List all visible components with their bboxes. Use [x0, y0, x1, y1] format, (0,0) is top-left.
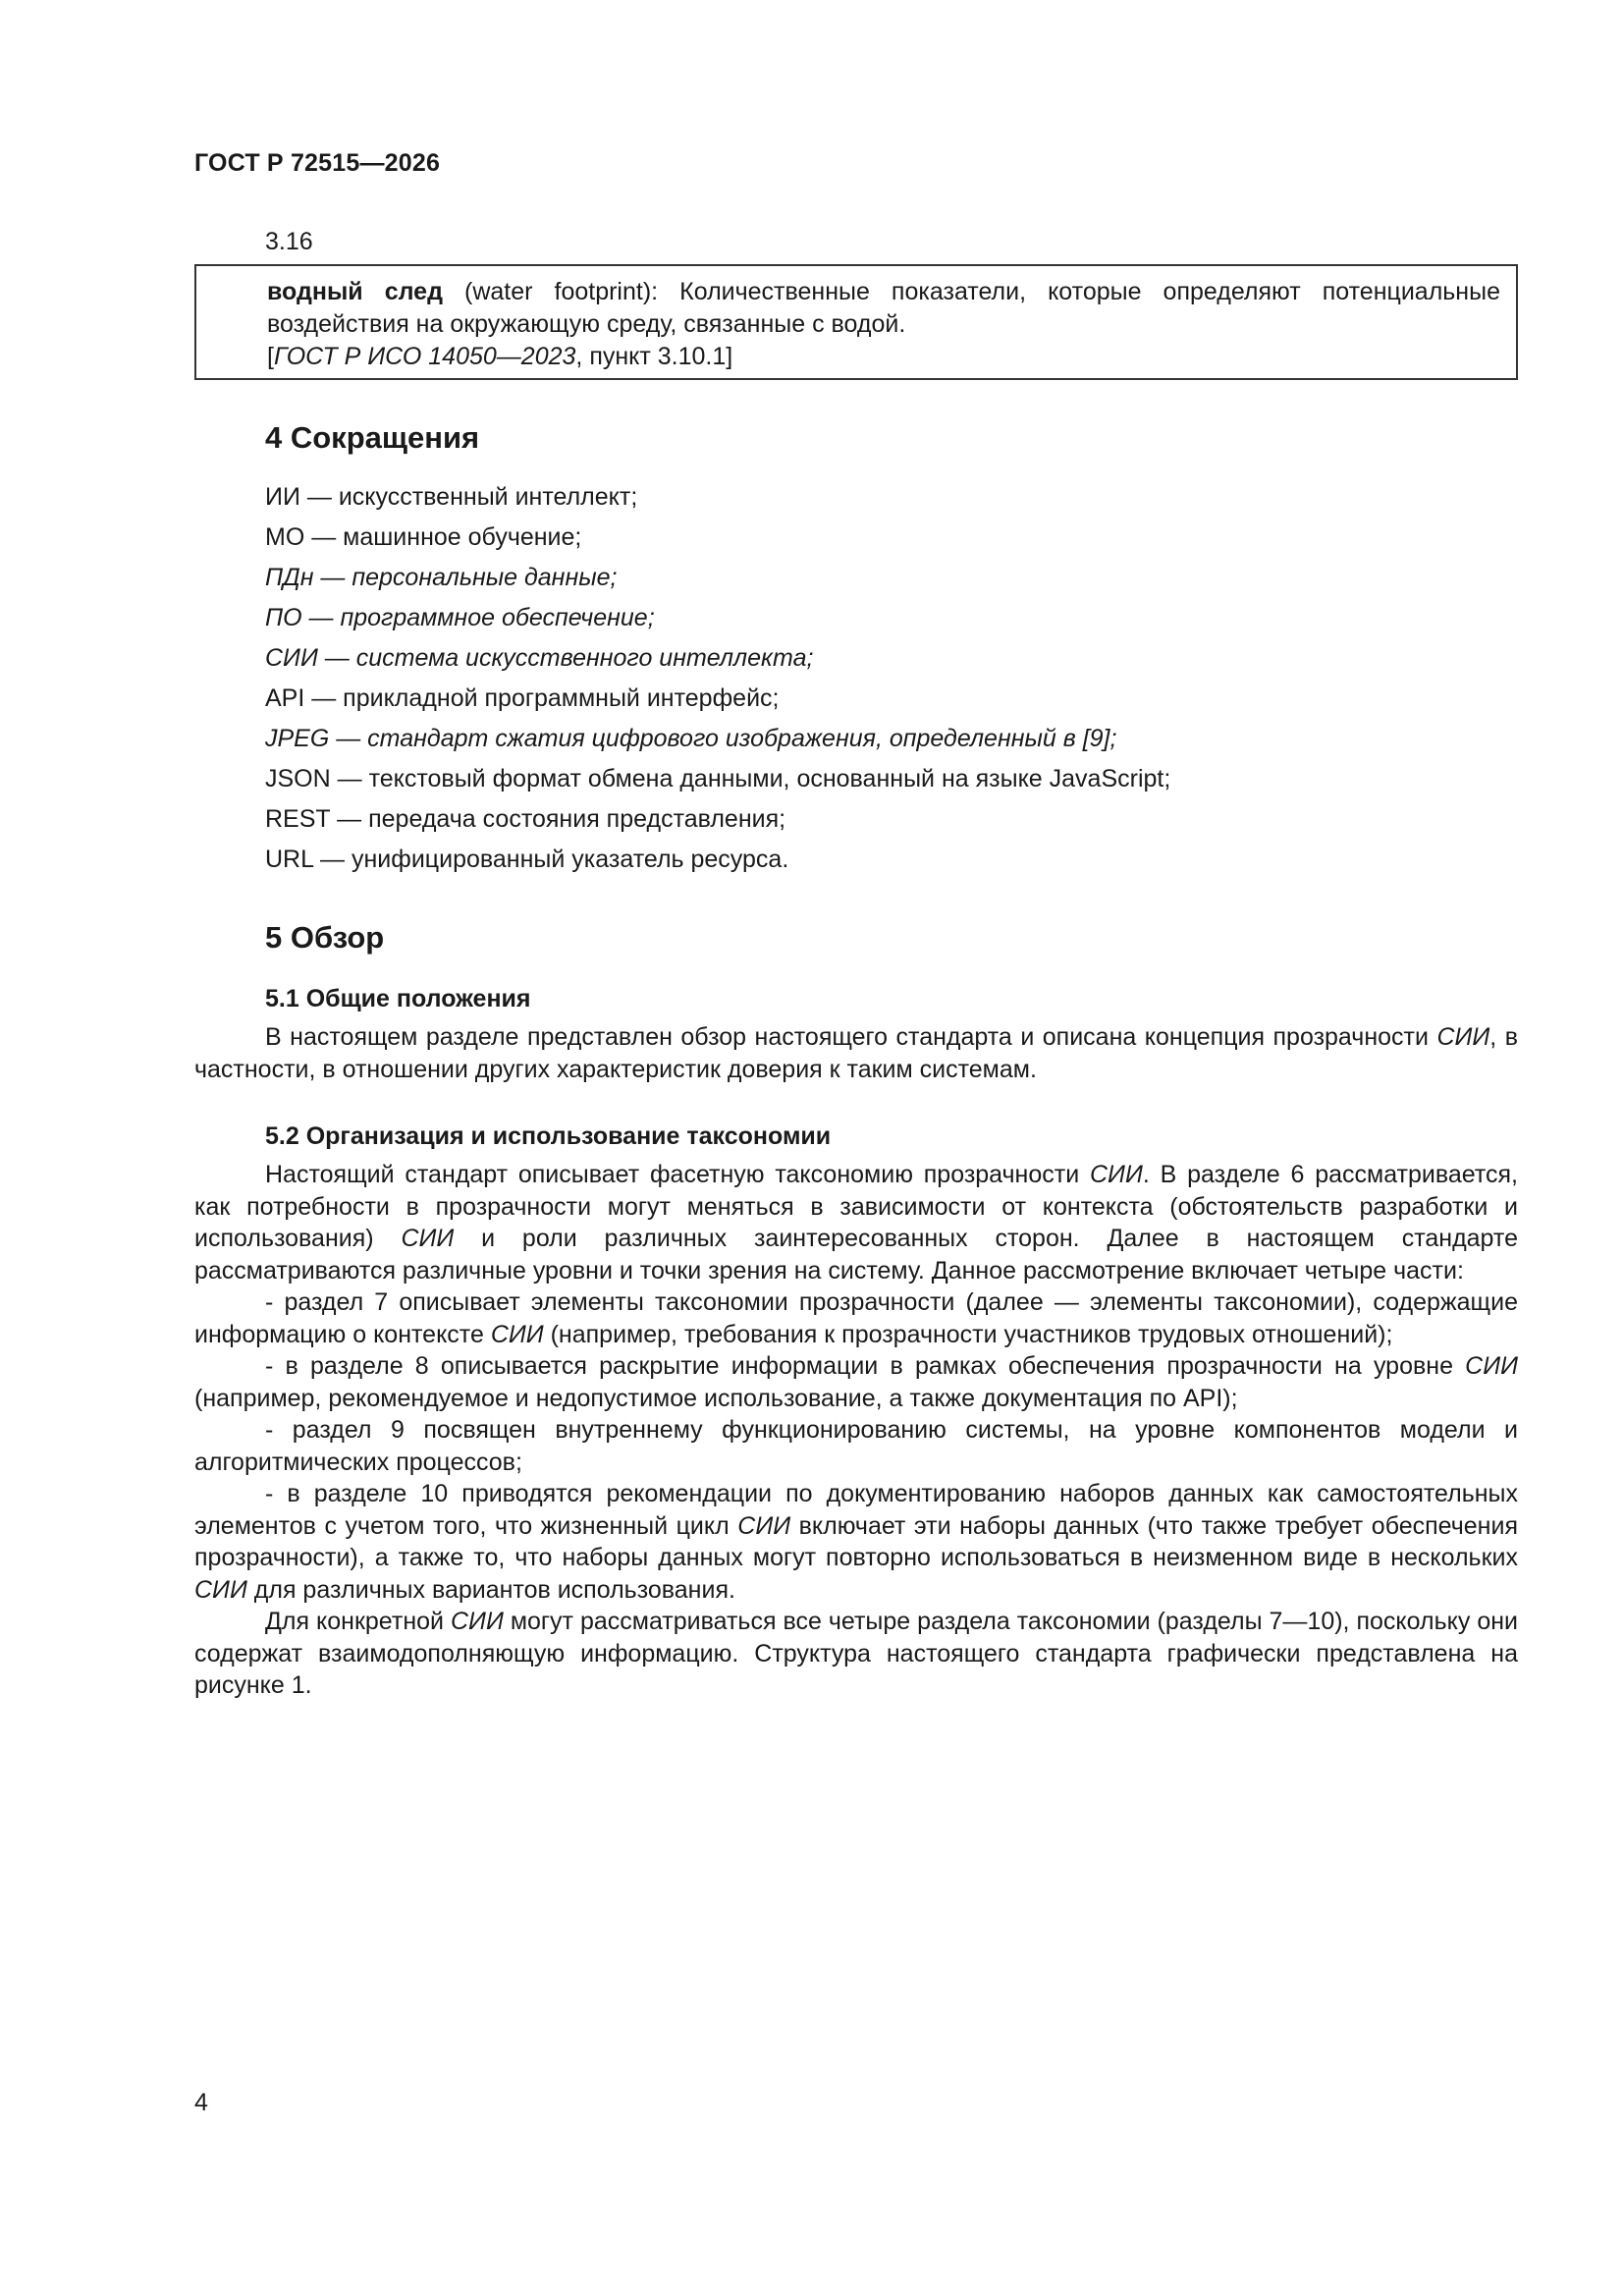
document-header: ГОСТ Р 72515—2026	[194, 149, 441, 177]
term-definition-text: (water footprint): Количественные показатели, которые определяют потенциальные воздействия на окружающую среду, связанные с водой.	[267, 278, 1500, 338]
abbreviation-item: API — прикладной программный интерфейс;	[265, 684, 780, 712]
section-5-2-title: 5.2 Организация и использование таксономии	[265, 1122, 832, 1150]
abbreviation-item: ИИ — искусственный интеллект;	[265, 483, 638, 511]
term-reference-source: ГОСТ Р ИСО 14050—2023	[273, 343, 576, 370]
paragraph: В настоящем разделе представлен обзор настоящего стандарта и описана концепция прозрачности СИИ, в частности, в отношении других характеристик доверия к таким системам.	[194, 1023, 1518, 1083]
term-name: водный след	[267, 278, 443, 305]
section-5-2-body	[194, 1159, 1518, 1702]
term-definition	[267, 276, 1500, 341]
page-number: 4	[194, 2089, 208, 2116]
list-item: - в разделе 8 описывается раскрытие информации в рамках обеспечения прозрачности на уровне СИИ (например, рекомендуемое и недопустимое использование, а также документация по API);	[194, 1352, 1518, 1412]
abbreviation-item: JPEG — стандарт сжатия цифрового изображения, определенный в [9];	[265, 725, 1117, 752]
abbreviation-item: URL — унифицированный указатель ресурса.	[265, 846, 789, 873]
section-4-title: 4 Сокращения	[265, 420, 480, 455]
list-item: - раздел 9 посвящен внутреннему функционированию системы, на уровне компонентов модели и алгоритмических процессов;	[194, 1416, 1518, 1476]
abbreviation-item: ПДн — персональные данные;	[265, 564, 618, 591]
term-definition-box	[194, 264, 1518, 380]
list-item: - раздел 7 описывает элементы таксономии прозрачности (далее — элементы таксономии), содержащие информацию о контексте СИИ (например, требования к прозрачности участников трудовых отношений);	[194, 1288, 1518, 1348]
abbreviation-item: REST — передача состояния представления;	[265, 805, 786, 833]
abbreviation-item: МО — машинное обучение;	[265, 523, 582, 551]
section-5-title: 5 Обзор	[265, 920, 385, 955]
term-reference: [ГОСТ Р ИСО 14050—2023, пункт 3.10.1]	[267, 343, 733, 370]
paragraph: Для конкретной СИИ могут рассматриваться все четыре раздела таксономии (разделы 7—10), поскольку они содержат взаимодополняющую информацию. Структура настоящего стандарта графически представлена на рисунке 1.	[194, 1608, 1518, 1699]
section-5-1-body	[194, 1021, 1518, 1085]
list-item: - в разделе 10 приводятся рекомендации по документированию наборов данных как самостоятельных элементов с учетом того, что жизненный цикл СИИ включает эти наборы данных (что также требует обеспечения прозрачности), а также то, что наборы данных могут повторно использоваться в неизменном виде в нескольких СИИ для различных вариантов использования.	[194, 1480, 1518, 1604]
abbreviation-item: JSON — текстовый формат обмена данными, основанный на языке JavaScript;	[265, 765, 1171, 793]
section-5-1-title: 5.1 Общие положения	[265, 985, 531, 1012]
term-number: 3.16	[265, 228, 313, 255]
paragraph: Настоящий стандарт описывает фасетную таксономию прозрачности СИИ. В разделе 6 рассматривается, как потребности в прозрачности могут меняться в зависимости от контекста (обстоятельств разработки и использования) СИИ и роли различных заинтересованных сторон. Далее в настоящем стандарте рассматриваются различные уровни и точки зрения на систему. Данное рассмотрение включает четыре части:	[194, 1161, 1518, 1285]
abbreviation-item: СИИ — система искусственного интеллекта;	[265, 644, 814, 672]
abbreviations-list	[265, 477, 1170, 880]
abbreviation-item: ПО — программное обеспечение;	[265, 604, 655, 631]
